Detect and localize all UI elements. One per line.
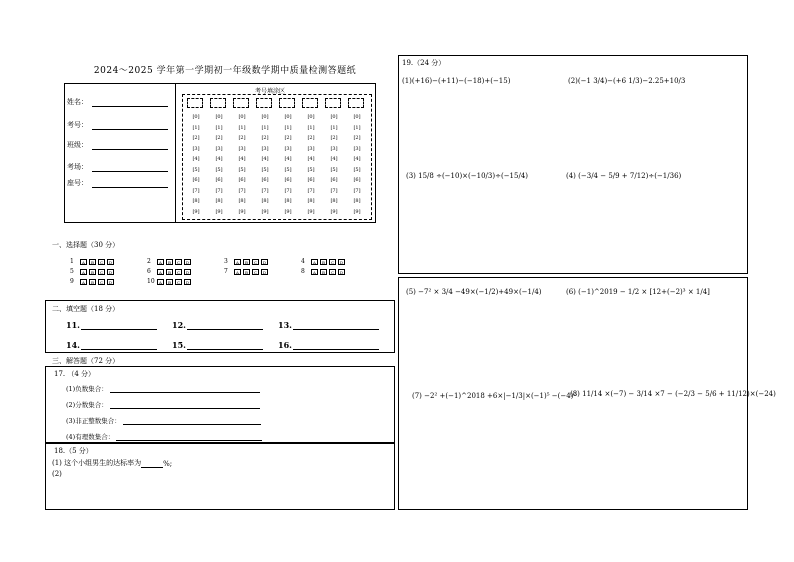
choice-option-bubble[interactable]: B	[166, 259, 173, 265]
choice-option-bubble[interactable]: D	[262, 259, 267, 265]
exam-number-column	[279, 98, 297, 217]
name-label: 姓名：	[67, 98, 88, 106]
choice-option-bubble[interactable]: B	[89, 269, 96, 275]
exam-digit-bubble[interactable]: [1]	[284, 124, 292, 131]
exam-digit-bubble[interactable]: [3]	[353, 145, 361, 152]
choice-option-bubble[interactable]: A	[80, 279, 87, 285]
info-divider	[175, 83, 176, 223]
choice-item-number: 1	[70, 258, 74, 265]
choice-item-8	[301, 268, 345, 275]
exam-digit-bubble[interactable]: [2]	[284, 135, 292, 141]
exam-digit-bubble[interactable]: [9]	[284, 208, 292, 215]
choice-option-bubble[interactable]: A	[234, 269, 241, 275]
choice-item-number: 9	[70, 278, 74, 285]
exam-digit-bubble[interactable]: [5]	[192, 166, 200, 173]
exam-digit-bubble[interactable]: [9]	[238, 208, 246, 215]
choice-option-bubble[interactable]: B	[243, 259, 250, 265]
exam-number-grid	[182, 94, 372, 220]
blank-13[interactable]: 13.	[278, 320, 379, 330]
exam-digit-bubble[interactable]: [7]	[215, 187, 223, 194]
exam-number-column	[325, 98, 343, 217]
exam-digit-bubble[interactable]: [0]	[330, 114, 338, 120]
q18-label: 18.（5 分）	[54, 447, 93, 455]
choice-item-number: 4	[301, 258, 305, 265]
choice-option-bubble[interactable]: A	[157, 259, 164, 265]
q19-part4: (4) (−3/4 − 5/9 + 7/12)÷(−1/36)	[566, 172, 682, 180]
fraction-set-row[interactable]: (2)分数集合：	[66, 400, 260, 409]
exam-digit-bubble[interactable]: [1]	[192, 124, 200, 131]
exam-digit-bubble[interactable]: [5]	[284, 166, 292, 173]
exam-digit-bubble[interactable]: [8]	[215, 198, 223, 204]
exam-number-field[interactable]	[92, 129, 168, 130]
choice-option-bubble[interactable]: B	[243, 269, 250, 275]
exam-digit-bubble[interactable]: [2]	[307, 135, 315, 141]
q18-part2: (2)	[52, 470, 62, 478]
exam-digit-bubble[interactable]: [3]	[192, 145, 200, 152]
section2-heading: 二、填空题（18 分）	[52, 305, 120, 313]
exam-number-column	[210, 98, 228, 217]
exam-digit-bubble[interactable]: [6]	[284, 177, 292, 183]
q18-box	[45, 443, 395, 510]
exam-digit-bubble[interactable]: [3]	[284, 145, 292, 152]
exam-digit-bubble[interactable]: [0]	[353, 114, 361, 120]
exam-digit-bubble[interactable]: [8]	[192, 198, 200, 204]
exam-digit-bubble[interactable]: [5]	[353, 166, 361, 173]
exam-digit-bubble[interactable]: [5]	[330, 166, 338, 173]
q19-part5: (5) −7² × 3/4 −49×(−1/2)+49×(−1/4)	[406, 288, 542, 296]
exam-digit-bubble[interactable]: [1]	[261, 124, 269, 131]
exam-digit-write-cell[interactable]	[302, 98, 318, 108]
choice-option-bubble[interactable]: D	[108, 259, 113, 265]
exam-digit-write-cell[interactable]	[348, 98, 364, 108]
blank-16[interactable]: 16.	[278, 340, 379, 350]
q17-label: 17. （4 分）	[54, 370, 96, 378]
q19-part7: (7) −2² +(−1)^2018 +6×|−1/3|×(−1)⁵ −(−4)²	[412, 392, 577, 400]
exam-number-column	[302, 98, 320, 217]
choice-option-bubble[interactable]: D	[108, 269, 113, 275]
exam-digit-bubble[interactable]: [7]	[238, 187, 246, 194]
q19-part3: (3) 15/8 ÷(−10)×(−10/3)÷(−15/4)	[406, 172, 529, 180]
exam-digit-bubble[interactable]: [4]	[261, 156, 269, 162]
exam-digit-bubble[interactable]: [5]	[261, 166, 269, 173]
exam-digit-bubble[interactable]: [9]	[215, 208, 223, 215]
exam-room-label: 考场：	[67, 163, 88, 171]
exam-digit-bubble[interactable]: [7]	[192, 187, 200, 194]
choice-option-bubble[interactable]: C	[176, 279, 181, 285]
q19-part1: (1)(+16)−(+11)−(−18)+(−15)	[402, 77, 511, 85]
exam-number-column	[187, 98, 205, 217]
exam-number-column	[348, 98, 366, 217]
choice-option-bubble[interactable]: A	[311, 269, 318, 275]
blank-14[interactable]: 14.	[66, 340, 157, 350]
q19-part8: (8) 11/14 ×(−7) − 3/14 ×7 − (−2/3 − 5/6 + 11/12)×(−24)	[570, 390, 776, 398]
rational-set-row[interactable]: (4)有理数集合：	[66, 432, 262, 441]
exam-digit-bubble[interactable]: [4]	[215, 156, 223, 162]
choice-option-bubble[interactable]: A	[311, 259, 318, 265]
exam-digit-bubble[interactable]: [0]	[261, 114, 269, 120]
choice-option-bubble[interactable]: C	[330, 259, 335, 265]
nonpositive-int-set-row[interactable]: (3)非正整数集合：	[66, 416, 261, 425]
q19-part6: (6) (−1)^2019 − 1/2 × [12+(−2)³ × 1/4]	[566, 288, 710, 296]
choice-option-bubble[interactable]: B	[166, 269, 173, 275]
negative-set-row[interactable]: (1)负数集合：	[66, 384, 260, 393]
choice-answer-area	[70, 258, 390, 293]
exam-digit-bubble[interactable]: [3]	[307, 145, 315, 152]
exam-digit-bubble[interactable]: [1]	[353, 124, 361, 131]
exam-digit-bubble[interactable]: [2]	[353, 135, 361, 141]
choice-option-bubble[interactable]: A	[80, 269, 87, 275]
exam-digit-bubble[interactable]: [3]	[215, 145, 223, 152]
exam-digit-bubble[interactable]: [5]	[215, 166, 223, 173]
choice-item-number: 6	[147, 268, 151, 275]
exam-digit-bubble[interactable]: [4]	[330, 156, 338, 162]
exam-digit-bubble[interactable]: [0]	[238, 114, 246, 120]
exam-digit-bubble[interactable]: [1]	[215, 124, 223, 131]
exam-digit-write-cell[interactable]	[279, 98, 295, 108]
q19-label: 19.（24 分）	[402, 59, 446, 67]
exam-digit-bubble[interactable]: [8]	[307, 198, 315, 204]
choice-item-number: 2	[147, 258, 151, 265]
choice-option-bubble[interactable]: C	[253, 259, 258, 265]
exam-number-column	[256, 98, 274, 217]
exam-digit-bubble[interactable]: [8]	[261, 198, 269, 204]
choice-item-number: 5	[70, 268, 74, 275]
choice-option-bubble[interactable]: C	[330, 269, 335, 275]
choice-item-number: 10	[147, 278, 155, 285]
exam-digit-bubble[interactable]: [7]	[307, 187, 315, 194]
exam-digit-bubble[interactable]: [2]	[238, 135, 246, 141]
exam-digit-bubble[interactable]: [1]	[307, 124, 315, 131]
choice-option-bubble[interactable]: C	[176, 269, 181, 275]
exam-digit-bubble[interactable]: [0]	[192, 114, 200, 120]
exam-digit-bubble[interactable]: [6]	[215, 177, 223, 183]
choice-item-7	[224, 268, 268, 275]
exam-digit-bubble[interactable]: [7]	[284, 187, 292, 194]
choice-option-bubble[interactable]: C	[99, 269, 104, 275]
seat-label: 座号：	[67, 179, 88, 187]
choice-item-3	[224, 258, 268, 265]
exam-digit-bubble[interactable]: [4]	[284, 156, 292, 162]
exam-digit-bubble[interactable]: [8]	[284, 198, 292, 204]
choice-option-bubble[interactable]: D	[339, 269, 344, 275]
choice-option-bubble[interactable]: D	[262, 269, 267, 275]
exam-digit-bubble[interactable]: [9]	[261, 208, 269, 215]
exam-digit-bubble[interactable]: [0]	[215, 114, 223, 120]
choice-option-bubble[interactable]: B	[320, 259, 327, 265]
choice-option-bubble[interactable]: D	[108, 279, 113, 285]
choice-option-bubble[interactable]: A	[157, 269, 164, 275]
exam-digit-bubble[interactable]: [9]	[192, 208, 200, 215]
choice-option-bubble[interactable]: B	[89, 279, 96, 285]
class-label: 班级：	[67, 141, 88, 149]
choice-item-2	[147, 258, 191, 265]
exam-digit-bubble[interactable]: [2]	[330, 135, 338, 141]
exam-digit-bubble[interactable]: [8]	[238, 198, 246, 204]
choice-option-bubble[interactable]: C	[99, 259, 104, 265]
exam-digit-write-cell[interactable]	[256, 98, 272, 108]
choice-option-bubble[interactable]: A	[80, 259, 87, 265]
exam-digit-bubble[interactable]: [4]	[353, 156, 361, 162]
exam-digit-bubble[interactable]: [4]	[192, 156, 200, 162]
exam-digit-bubble[interactable]: [4]	[307, 156, 315, 162]
exam-number-label: 考号：	[67, 121, 88, 129]
q18-part1[interactable]: (1) 这个小组男生的达标率为 %;	[52, 459, 173, 468]
blank-15[interactable]: 15.	[172, 340, 263, 350]
exam-digit-bubble[interactable]: [1]	[330, 124, 338, 131]
exam-digit-bubble[interactable]: [2]	[261, 135, 269, 141]
exam-digit-bubble[interactable]: [3]	[330, 145, 338, 152]
choice-item-number: 8	[301, 268, 305, 275]
class-field[interactable]	[92, 149, 168, 150]
exam-digit-bubble[interactable]: [2]	[192, 135, 200, 141]
exam-digit-write-cell[interactable]	[233, 98, 249, 108]
seat-field[interactable]	[92, 187, 168, 188]
choice-option-bubble[interactable]: B	[166, 279, 173, 285]
choice-item-6	[147, 268, 191, 275]
exam-digit-bubble[interactable]: [5]	[238, 166, 246, 173]
exam-digit-bubble[interactable]: [9]	[330, 208, 338, 215]
choice-option-bubble[interactable]: D	[185, 259, 190, 265]
blank-11[interactable]: 11.	[66, 320, 157, 330]
blank-12[interactable]: 12.	[172, 320, 263, 330]
choice-option-bubble[interactable]: D	[185, 279, 190, 285]
exam-digit-bubble[interactable]: [6]	[192, 177, 200, 183]
exam-room-field[interactable]	[92, 171, 168, 172]
exam-digit-bubble[interactable]: [7]	[353, 187, 361, 194]
choice-option-bubble[interactable]: C	[176, 259, 181, 265]
page-title: 2024～2025 学年第一学期初一年级数学期中质量检测答题纸	[93, 66, 357, 76]
choice-option-bubble[interactable]: A	[157, 279, 164, 285]
exam-digit-bubble[interactable]: [3]	[261, 145, 269, 152]
exam-digit-bubble[interactable]: [6]	[353, 177, 361, 183]
choice-option-bubble[interactable]: D	[339, 259, 344, 265]
choice-item-4	[301, 258, 345, 265]
choice-item-number: 7	[224, 268, 228, 275]
exam-digit-bubble[interactable]: [1]	[238, 124, 246, 131]
exam-digit-bubble[interactable]: [0]	[307, 114, 315, 120]
exam-number-column	[233, 98, 251, 217]
choice-item-number: 3	[224, 258, 228, 265]
choice-option-bubble[interactable]: C	[253, 269, 258, 275]
exam-digit-write-cell[interactable]	[325, 98, 341, 108]
exam-digit-bubble[interactable]: [3]	[238, 145, 246, 152]
exam-digit-bubble[interactable]: [7]	[330, 187, 338, 194]
choice-option-bubble[interactable]: C	[99, 279, 104, 285]
choice-item-10	[147, 278, 191, 285]
section1-heading: 一、选择题（30 分）	[52, 241, 120, 249]
exam-digit-write-cell[interactable]	[210, 98, 226, 108]
choice-item-9	[70, 278, 114, 285]
name-field[interactable]	[92, 106, 168, 107]
section3-heading: 三、解答题（72 分）	[52, 357, 120, 365]
exam-digit-bubble[interactable]: [5]	[307, 166, 315, 173]
choice-option-bubble[interactable]: D	[185, 269, 190, 275]
exam-digit-bubble[interactable]: [9]	[307, 208, 315, 215]
exam-digit-bubble[interactable]: [2]	[215, 135, 223, 141]
exam-digit-bubble[interactable]: [7]	[261, 187, 269, 194]
exam-digit-bubble[interactable]: [8]	[353, 198, 361, 204]
choice-item-1	[70, 258, 114, 265]
exam-digit-bubble[interactable]: [0]	[284, 114, 292, 120]
choice-option-bubble[interactable]: B	[89, 259, 96, 265]
exam-digit-bubble[interactable]: [8]	[330, 198, 338, 204]
exam-digit-bubble[interactable]: [4]	[238, 156, 246, 162]
q19-box-top	[398, 55, 748, 274]
exam-digit-bubble[interactable]: [6]	[238, 177, 246, 183]
exam-digit-write-cell[interactable]	[187, 98, 203, 108]
exam-digit-bubble[interactable]: [6]	[261, 177, 269, 183]
exam-digit-bubble[interactable]: [9]	[353, 208, 361, 215]
exam-digit-bubble[interactable]: [6]	[307, 177, 315, 183]
choice-option-bubble[interactable]: A	[234, 259, 241, 265]
choice-option-bubble[interactable]: B	[320, 269, 327, 275]
q19-part2: (2)(−1 3/4)−(+6 1/3)−2.25+10/3	[568, 77, 686, 85]
exam-digit-bubble[interactable]: [6]	[330, 177, 338, 183]
exam-number-area-label: 考号填涂区	[255, 88, 286, 95]
choice-item-5	[70, 268, 114, 275]
